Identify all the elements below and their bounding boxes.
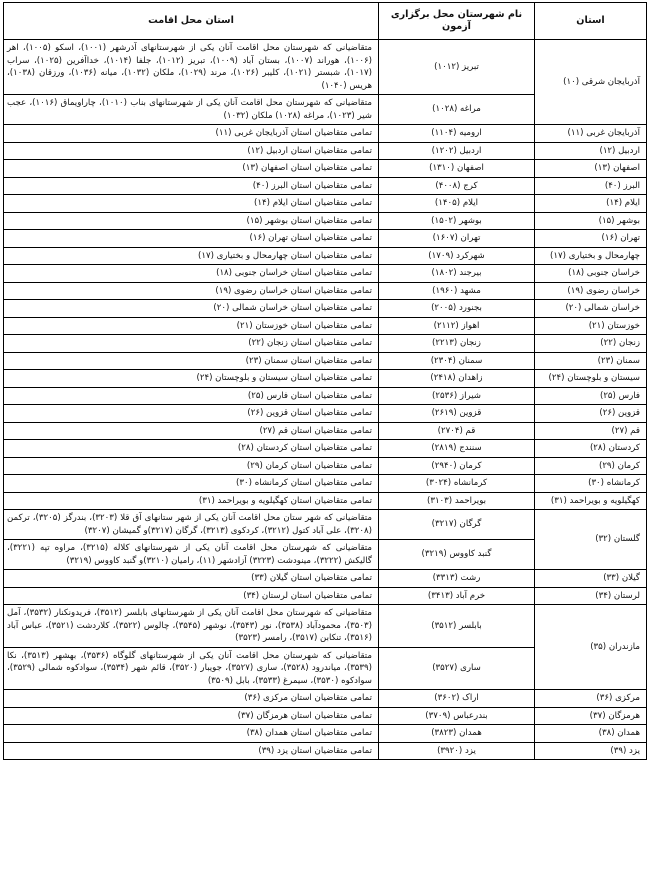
table-row [4, 282, 647, 300]
province-cell: تهران (۱۶) [535, 230, 647, 248]
exam-city-cell: ارومیه (۱۱۰۴) [379, 125, 535, 143]
province-cell: کرمانشاه (۳۰) [535, 475, 647, 493]
province-cell: خراسان شمالی (۲۰) [535, 300, 647, 318]
residence-cell: متقاضیانی که شهرستان محل اقامت آنان یکی از شهرستانهای بناب (۱۰۱۰)، چاراویماق (۱۰۱۶)، عجب شیر (۱۰۲۳)، مراغه (۱۰۲۸) ملکان (۱۰۳۲) [4, 95, 379, 125]
table-row [4, 570, 647, 588]
exam-city-cell: سمنان (۲۳۰۴) [379, 352, 535, 370]
exam-city-cell: اردبیل (۱۲۰۲) [379, 142, 535, 160]
exam-city-cell: کرمان (۲۹۴۰) [379, 457, 535, 475]
residence-cell: تمامی متقاضیان استان یزد (۳۹) [4, 742, 379, 760]
table-row [4, 690, 647, 708]
province-cell: خراسان جنوبی (۱۸) [535, 265, 647, 283]
province-cell: مازندران (۳۵) [535, 605, 647, 690]
exam-city-cell: بابلسر (۳۵۱۲) [379, 605, 535, 648]
residence-cell: تمامی متقاضیان استان البرز (۴۰) [4, 177, 379, 195]
exam-city-cell: تهران (۱۶۰۷) [379, 230, 535, 248]
province-cell: کردستان (۲۸) [535, 440, 647, 458]
table-row [4, 142, 647, 160]
residence-cell: متقاضیانی که شهرستان محل اقامت آنان یکی از شهرستانهای کلاله (۳۲۱۵)، مراوه تپه (۳۲۲۱)، گالیکش (۳۲۲۲)، مینودشت (۳۲۲۳) آزادشهر (۱۱)، رامیان (۳۲۱۰)و گنبد کاووس (۳۲۱۹) [4, 540, 379, 570]
residence-cell: تمامی متقاضیان استان فارس (۲۵) [4, 387, 379, 405]
residence-cell: تمامی متقاضیان استان هرمزگان (۳۷) [4, 707, 379, 725]
province-cell: همدان (۳۸) [535, 725, 647, 743]
table-row [4, 300, 647, 318]
province-cell: گلستان (۳۲) [535, 510, 647, 570]
residence-cell: تمامی متقاضیان استان ایلام (۱۴) [4, 195, 379, 213]
exam-city-cell: شهرکرد (۱۷۰۹) [379, 247, 535, 265]
table-row [4, 125, 647, 143]
residence-cell: تمامی متقاضیان استان گیلان (۳۳) [4, 570, 379, 588]
province-cell: زنجان (۲۲) [535, 335, 647, 353]
residence-cell: متقاضیانی که شهر ستان محل اقامت آنان یکی از شهر ستانهای آق قلا (۳۲۰۳)، بندرگز (۳۲۰۵)، ترکمن (۳۲۰۸)، علی آباد کتول (۳۲۱۲)، کردکوی (۳۲۱۳)، گرگان (۳۲۱۷)و گمیشان (۳۲۰۷) [4, 510, 379, 540]
table-row [4, 335, 647, 353]
residence-cell: تمامی متقاضیان استان کهگیلویه و بویراحمد (۳۱) [4, 492, 379, 510]
exam-city-cell: زاهدان (۲۴۱۸) [379, 370, 535, 388]
exam-city-cell: خرم آباد (۳۴۱۳) [379, 587, 535, 605]
province-cell: کرمان (۲۹) [535, 457, 647, 475]
exam-city-cell: اهواز (۲۱۱۲) [379, 317, 535, 335]
province-cell: کهگیلویه و بویراحمد (۳۱) [535, 492, 647, 510]
exam-city-cell: سنندج (۲۸۱۹) [379, 440, 535, 458]
residence-cell: تمامی متقاضیان استان لرستان (۳۴) [4, 587, 379, 605]
exam-city-cell: گرگان (۳۲۱۷) [379, 510, 535, 540]
province-cell: سمنان (۲۳) [535, 352, 647, 370]
residence-cell: تمامی متقاضیان استان اردبیل (۱۲) [4, 142, 379, 160]
table-row [4, 370, 647, 388]
province-cell: آذربایجان غربی (۱۱) [535, 125, 647, 143]
province-cell: چهارمحال و بختیاری (۱۷) [535, 247, 647, 265]
residence-cell: متقاضیانی که شهرستان محل اقامت آنان یکی از شهرستانهای بابلسر (۳۵۱۲)، فریدونکنار (۳۵۳۲)، آمل (۳۵۰۳)، محمودآباد (۳۵۳۸)، نور (۳۵۴۳)، نوشهر (۳۵۴۵)، چالوس (۳۵۲۲)، کلاردشت (۳۵۲۱)، عباس آباد (۳۵۱۶)، تنکابن (۳۵۱۷)، رامسر (۳۵۲۳) [4, 605, 379, 648]
province-cell: البرز (۴۰) [535, 177, 647, 195]
residence-cell: تمامی متقاضیان استان خراسان رضوی (۱۹) [4, 282, 379, 300]
exam-city-cell: شیراز (۲۵۳۶) [379, 387, 535, 405]
header-residence: استان محل اقامت [4, 3, 379, 40]
table-row [4, 440, 647, 458]
exam-city-cell: مشهد (۱۹۶۰) [379, 282, 535, 300]
table-row [4, 725, 647, 743]
table-row [4, 475, 647, 493]
exam-city-cell: ساری (۳۵۲۷) [379, 647, 535, 690]
residence-cell: تمامی متقاضیان استان سمنان (۲۳) [4, 352, 379, 370]
residence-cell: تمامی متقاضیان استان خوزستان (۲۱) [4, 317, 379, 335]
exam-city-cell: مراغه (۱۰۲۸) [379, 95, 535, 125]
exam-city-cell: یزد (۳۹۲۰) [379, 742, 535, 760]
exam-city-cell: بندرعباس (۳۷۰۹) [379, 707, 535, 725]
exam-city-cell: اراک (۳۶۰۲) [379, 690, 535, 708]
province-cell: ایلام (۱۴) [535, 195, 647, 213]
province-cell: لرستان (۳۴) [535, 587, 647, 605]
table-row [4, 195, 647, 213]
table-row [4, 160, 647, 178]
residence-cell: تمامی متقاضیان استان قم (۲۷) [4, 422, 379, 440]
residence-cell: تمامی متقاضیان استان تهران (۱۶) [4, 230, 379, 248]
province-cell: قزوین (۲۶) [535, 405, 647, 423]
table-row [4, 510, 647, 540]
exam-location-table [3, 2, 647, 760]
table-row [4, 492, 647, 510]
residence-cell: تمامی متقاضیان استان قزوین (۲۶) [4, 405, 379, 423]
header-province: استان [535, 3, 647, 40]
exam-city-cell: همدان (۳۸۲۳) [379, 725, 535, 743]
province-cell: بوشهر (۱۵) [535, 212, 647, 230]
table-row [4, 587, 647, 605]
residence-cell: تمامی متقاضیان استان همدان (۳۸) [4, 725, 379, 743]
residence-cell: تمامی متقاضیان استان آذربایجان غربی (۱۱) [4, 125, 379, 143]
exam-city-cell: بوشهر (۱۵۰۲) [379, 212, 535, 230]
province-cell: خوزستان (۲۱) [535, 317, 647, 335]
residence-cell: تمامی متقاضیان استان مرکزی (۳۶) [4, 690, 379, 708]
province-cell: اصفهان (۱۳) [535, 160, 647, 178]
province-cell: یزد (۳۹) [535, 742, 647, 760]
exam-city-cell: بجنورد (۲۰۰۵) [379, 300, 535, 318]
table-row [4, 317, 647, 335]
exam-city-cell: بیرجند (۱۸۰۲) [379, 265, 535, 283]
residence-cell: تمامی متقاضیان استان کردستان (۲۸) [4, 440, 379, 458]
table-row [4, 707, 647, 725]
table-row [4, 457, 647, 475]
residence-cell: تمامی متقاضیان استان خراسان شمالی (۲۰) [4, 300, 379, 318]
exam-city-cell: کرمانشاه (۳۰۲۴) [379, 475, 535, 493]
exam-city-cell: قزوین (۲۶۱۹) [379, 405, 535, 423]
header-exam-city: نام شهرستان محل برگزاری آزمون [379, 3, 535, 40]
exam-city-cell: اصفهان (۱۳۱۰) [379, 160, 535, 178]
exam-city-cell: کرج (۴۰۰۸) [379, 177, 535, 195]
exam-city-cell: بویراحمد (۳۱۰۳) [379, 492, 535, 510]
exam-city-cell: گنبد کاووس (۳۲۱۹) [379, 540, 535, 570]
table-header-row [4, 3, 647, 40]
province-cell: گیلان (۳۳) [535, 570, 647, 588]
exam-city-cell: قم (۲۷۰۴) [379, 422, 535, 440]
residence-cell: متقاضیانی که شهرستان محل اقامت آنان یکی از شهرستانهای آذرشهر (۱۰۰۱)، اسکو (۱۰۰۵)، اهر (۱۰۰۶)، هوراند (۱۰۰۷)، بستان آباد (۱۰۰۹)، تبریز (۱۰۱۲)، جلفا (۱۰۱۴)، خداآفرین (۱۰۲۵)، سراب (۱۰۱۷)، شبستر (۱۰۲۱)، کلیبر (۱۰۲۶)، مرند (۱۰۲۹)، ملکان (۱۰۳۲)، میانه (۱۰۳۶)، ورزقان (۱۰۳۸)، هریس (۱۰۴۰) [4, 40, 379, 95]
residence-cell: تمامی متقاضیان استان کرمانشاه (۳۰) [4, 475, 379, 493]
province-cell: اردبیل (۱۲) [535, 142, 647, 160]
province-cell: قم (۲۷) [535, 422, 647, 440]
table-row [4, 405, 647, 423]
province-cell: آذربایجان شرقی (۱۰) [535, 40, 647, 125]
exam-city-cell: زنجان (۲۲۱۳) [379, 335, 535, 353]
table-row [4, 742, 647, 760]
exam-city-cell: ایلام (۱۴۰۵) [379, 195, 535, 213]
table-body [4, 40, 647, 760]
table-row [4, 212, 647, 230]
table-row [4, 230, 647, 248]
residence-cell: تمامی متقاضیان استان زنجان (۲۲) [4, 335, 379, 353]
exam-city-cell: رشت (۳۳۱۳) [379, 570, 535, 588]
residence-cell: تمامی متقاضیان استان اصفهان (۱۳) [4, 160, 379, 178]
table-row [4, 247, 647, 265]
table-row [4, 605, 647, 648]
table-row [4, 422, 647, 440]
residence-cell: تمامی متقاضیان استان کرمان (۲۹) [4, 457, 379, 475]
residence-cell: تمامی متقاضیان استان خراسان جنوبی (۱۸) [4, 265, 379, 283]
province-cell: فارس (۲۵) [535, 387, 647, 405]
residence-cell: تمامی متقاضیان استان سیستان و بلوچستان (۲۴) [4, 370, 379, 388]
table-row [4, 387, 647, 405]
exam-city-cell: تبریز (۱۰۱۲) [379, 40, 535, 95]
table-row [4, 177, 647, 195]
residence-cell: تمامی متقاضیان استان بوشهر (۱۵) [4, 212, 379, 230]
table-row [4, 352, 647, 370]
table-row [4, 40, 647, 95]
province-cell: مرکزی (۳۶) [535, 690, 647, 708]
table-row [4, 265, 647, 283]
residence-cell: تمامی متقاضیان استان چهارمحال و بختیاری (۱۷) [4, 247, 379, 265]
residence-cell: متقاضیانی که شهرستان محل اقامت آنان یکی از شهرستانهای گلوگاه (۳۵۳۶)، بهشهر (۳۵۱۳)، نکا (۳۵۳۹)، میاندرود (۳۵۲۸)، ساری (۳۵۲۷)، جویبار (۳۵۲۰)، قائم شهر (۳۵۳۴)، سوادکوه شمالی (۳۵۲۹)، سوادکوه (۳۵۳۰)، سیمرغ (۳۵۳۳)، بابل (۳۵۰۹) [4, 647, 379, 690]
province-cell: خراسان رضوی (۱۹) [535, 282, 647, 300]
province-cell: سیستان و بلوچستان (۲۴) [535, 370, 647, 388]
province-cell: هرمزگان (۳۷) [535, 707, 647, 725]
